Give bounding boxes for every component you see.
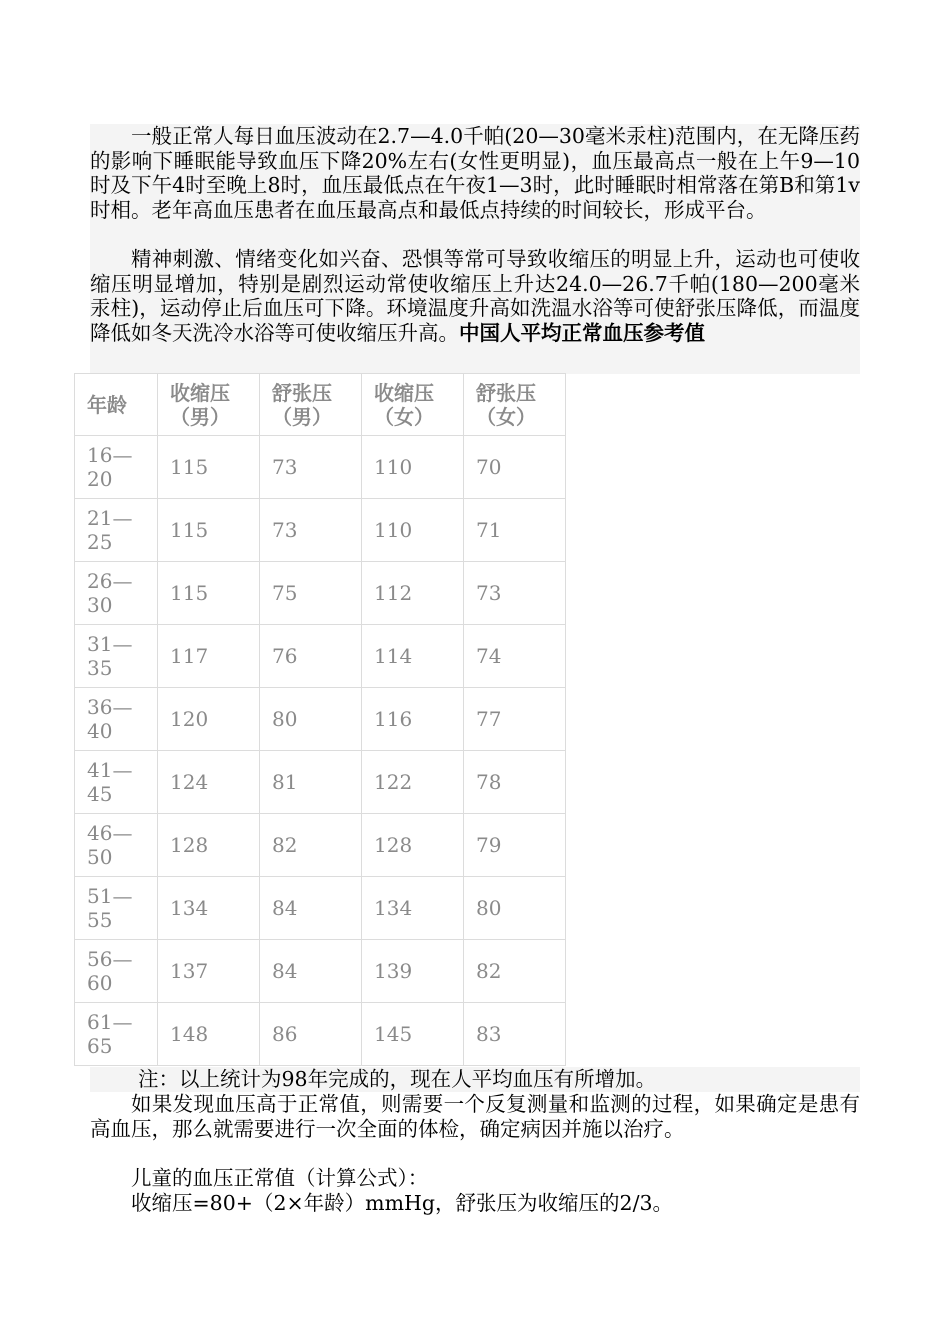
cell-diastolic-male: 76 <box>260 625 362 688</box>
cell-systolic-male: 124 <box>158 751 260 814</box>
children-bp-formula: 收缩压=80+（2×年龄）mmHg，舒张压为收缩压的2/3。 <box>131 1191 674 1215</box>
cell-age: 16—20 <box>75 436 158 499</box>
cell-diastolic-male: 84 <box>260 877 362 940</box>
cell-systolic-female: 145 <box>362 1003 464 1066</box>
table-row <box>75 751 566 814</box>
table-row <box>75 436 566 499</box>
cell-diastolic-male: 73 <box>260 499 362 562</box>
cell-systolic-male: 128 <box>158 814 260 877</box>
paragraph-diagnosis: 如果发现血压高于正常值，则需要一个反复测量和监测的过程，如果确定是患有高血压，那么就需要进行一次全面的体检，确定病因并施以治疗。 <box>90 1092 860 1141</box>
header-diastolic-male: 舒张压（男） <box>260 374 362 436</box>
cell-diastolic-male: 81 <box>260 751 362 814</box>
cell-diastolic-female: 77 <box>464 688 566 751</box>
header-diastolic-female: 舒张压（女） <box>464 374 566 436</box>
cell-systolic-female: 110 <box>362 499 464 562</box>
cell-systolic-female: 128 <box>362 814 464 877</box>
header-systolic-female: 收缩压（女） <box>362 374 464 436</box>
table-note: 注：以上统计为98年完成的，现在人平均血压有所增加。 <box>138 1067 657 1091</box>
cell-systolic-female: 139 <box>362 940 464 1003</box>
cell-age: 31—35 <box>75 625 158 688</box>
cell-age: 26—30 <box>75 562 158 625</box>
cell-diastolic-male: 80 <box>260 688 362 751</box>
cell-diastolic-female: 79 <box>464 814 566 877</box>
cell-diastolic-male: 82 <box>260 814 362 877</box>
table-row <box>75 688 566 751</box>
cell-age: 61—65 <box>75 1003 158 1066</box>
cell-systolic-male: 148 <box>158 1003 260 1066</box>
cell-systolic-male: 120 <box>158 688 260 751</box>
table-row <box>75 1003 566 1066</box>
cell-systolic-male: 115 <box>158 499 260 562</box>
cell-age: 51—55 <box>75 877 158 940</box>
header-systolic-male: 收缩压（男） <box>158 374 260 436</box>
cell-age: 36—40 <box>75 688 158 751</box>
cell-systolic-female: 116 <box>362 688 464 751</box>
table-row <box>75 814 566 877</box>
table-header-row <box>75 374 566 436</box>
cell-age: 46—50 <box>75 814 158 877</box>
table-row <box>75 499 566 562</box>
cell-systolic-male: 115 <box>158 436 260 499</box>
table-row <box>75 940 566 1003</box>
blood-pressure-table <box>74 373 566 1066</box>
table-row <box>75 562 566 625</box>
cell-diastolic-male: 75 <box>260 562 362 625</box>
cell-systolic-female: 122 <box>362 751 464 814</box>
cell-systolic-female: 112 <box>362 562 464 625</box>
table-body <box>75 436 566 1066</box>
cell-systolic-female: 134 <box>362 877 464 940</box>
cell-diastolic-female: 71 <box>464 499 566 562</box>
cell-systolic-male: 134 <box>158 877 260 940</box>
cell-systolic-female: 114 <box>362 625 464 688</box>
cell-age: 41—45 <box>75 751 158 814</box>
table-title: 中国人平均正常血压参考值 <box>459 320 705 345</box>
cell-diastolic-female: 74 <box>464 625 566 688</box>
header-age: 年龄 <box>75 374 158 436</box>
cell-diastolic-female: 78 <box>464 751 566 814</box>
cell-age: 21—25 <box>75 499 158 562</box>
paragraph-daily-fluctuation: 一般正常人每日血压波动在2.7—4.0千帕(20—30毫米汞柱)范围内，在无降压药的影响下睡眠能导致血压下降20%左右(女性更明显)，血压最高点一般在上午9—10时及下午4时至晚上8时，血压最低点在午夜1—3时，此时睡眠时相常落在第B和第1v时相。老年高血压患者在血压最高点和最低点持续的时间较长，形成平台。 <box>90 124 860 222</box>
cell-diastolic-female: 83 <box>464 1003 566 1066</box>
table-row <box>75 877 566 940</box>
paragraph-factors-text: 精神刺激、情绪变化如兴奋、恐惧等常可导致收缩压的明显上升，运动也可使收缩压明显增加，特别是剧烈运动常使收缩压上升达24.0—26.7千帕(180—200毫米汞柱)，运动停止后血压可下降。环境温度升高如洗温水浴等可使舒张压降低，而温度降低如冬天洗冷水浴等可使收缩压升高。 <box>90 247 860 345</box>
table-row <box>75 625 566 688</box>
cell-diastolic-female: 73 <box>464 562 566 625</box>
cell-diastolic-male: 86 <box>260 1003 362 1066</box>
paragraph-factors <box>90 247 860 345</box>
cell-systolic-male: 137 <box>158 940 260 1003</box>
cell-systolic-female: 110 <box>362 436 464 499</box>
cell-diastolic-male: 73 <box>260 436 362 499</box>
cell-diastolic-female: 70 <box>464 436 566 499</box>
cell-diastolic-male: 84 <box>260 940 362 1003</box>
cell-diastolic-female: 80 <box>464 877 566 940</box>
cell-systolic-male: 115 <box>158 562 260 625</box>
cell-diastolic-female: 82 <box>464 940 566 1003</box>
cell-systolic-male: 117 <box>158 625 260 688</box>
cell-age: 56—60 <box>75 940 158 1003</box>
children-bp-heading: 儿童的血压正常值（计算公式）： <box>131 1166 429 1190</box>
